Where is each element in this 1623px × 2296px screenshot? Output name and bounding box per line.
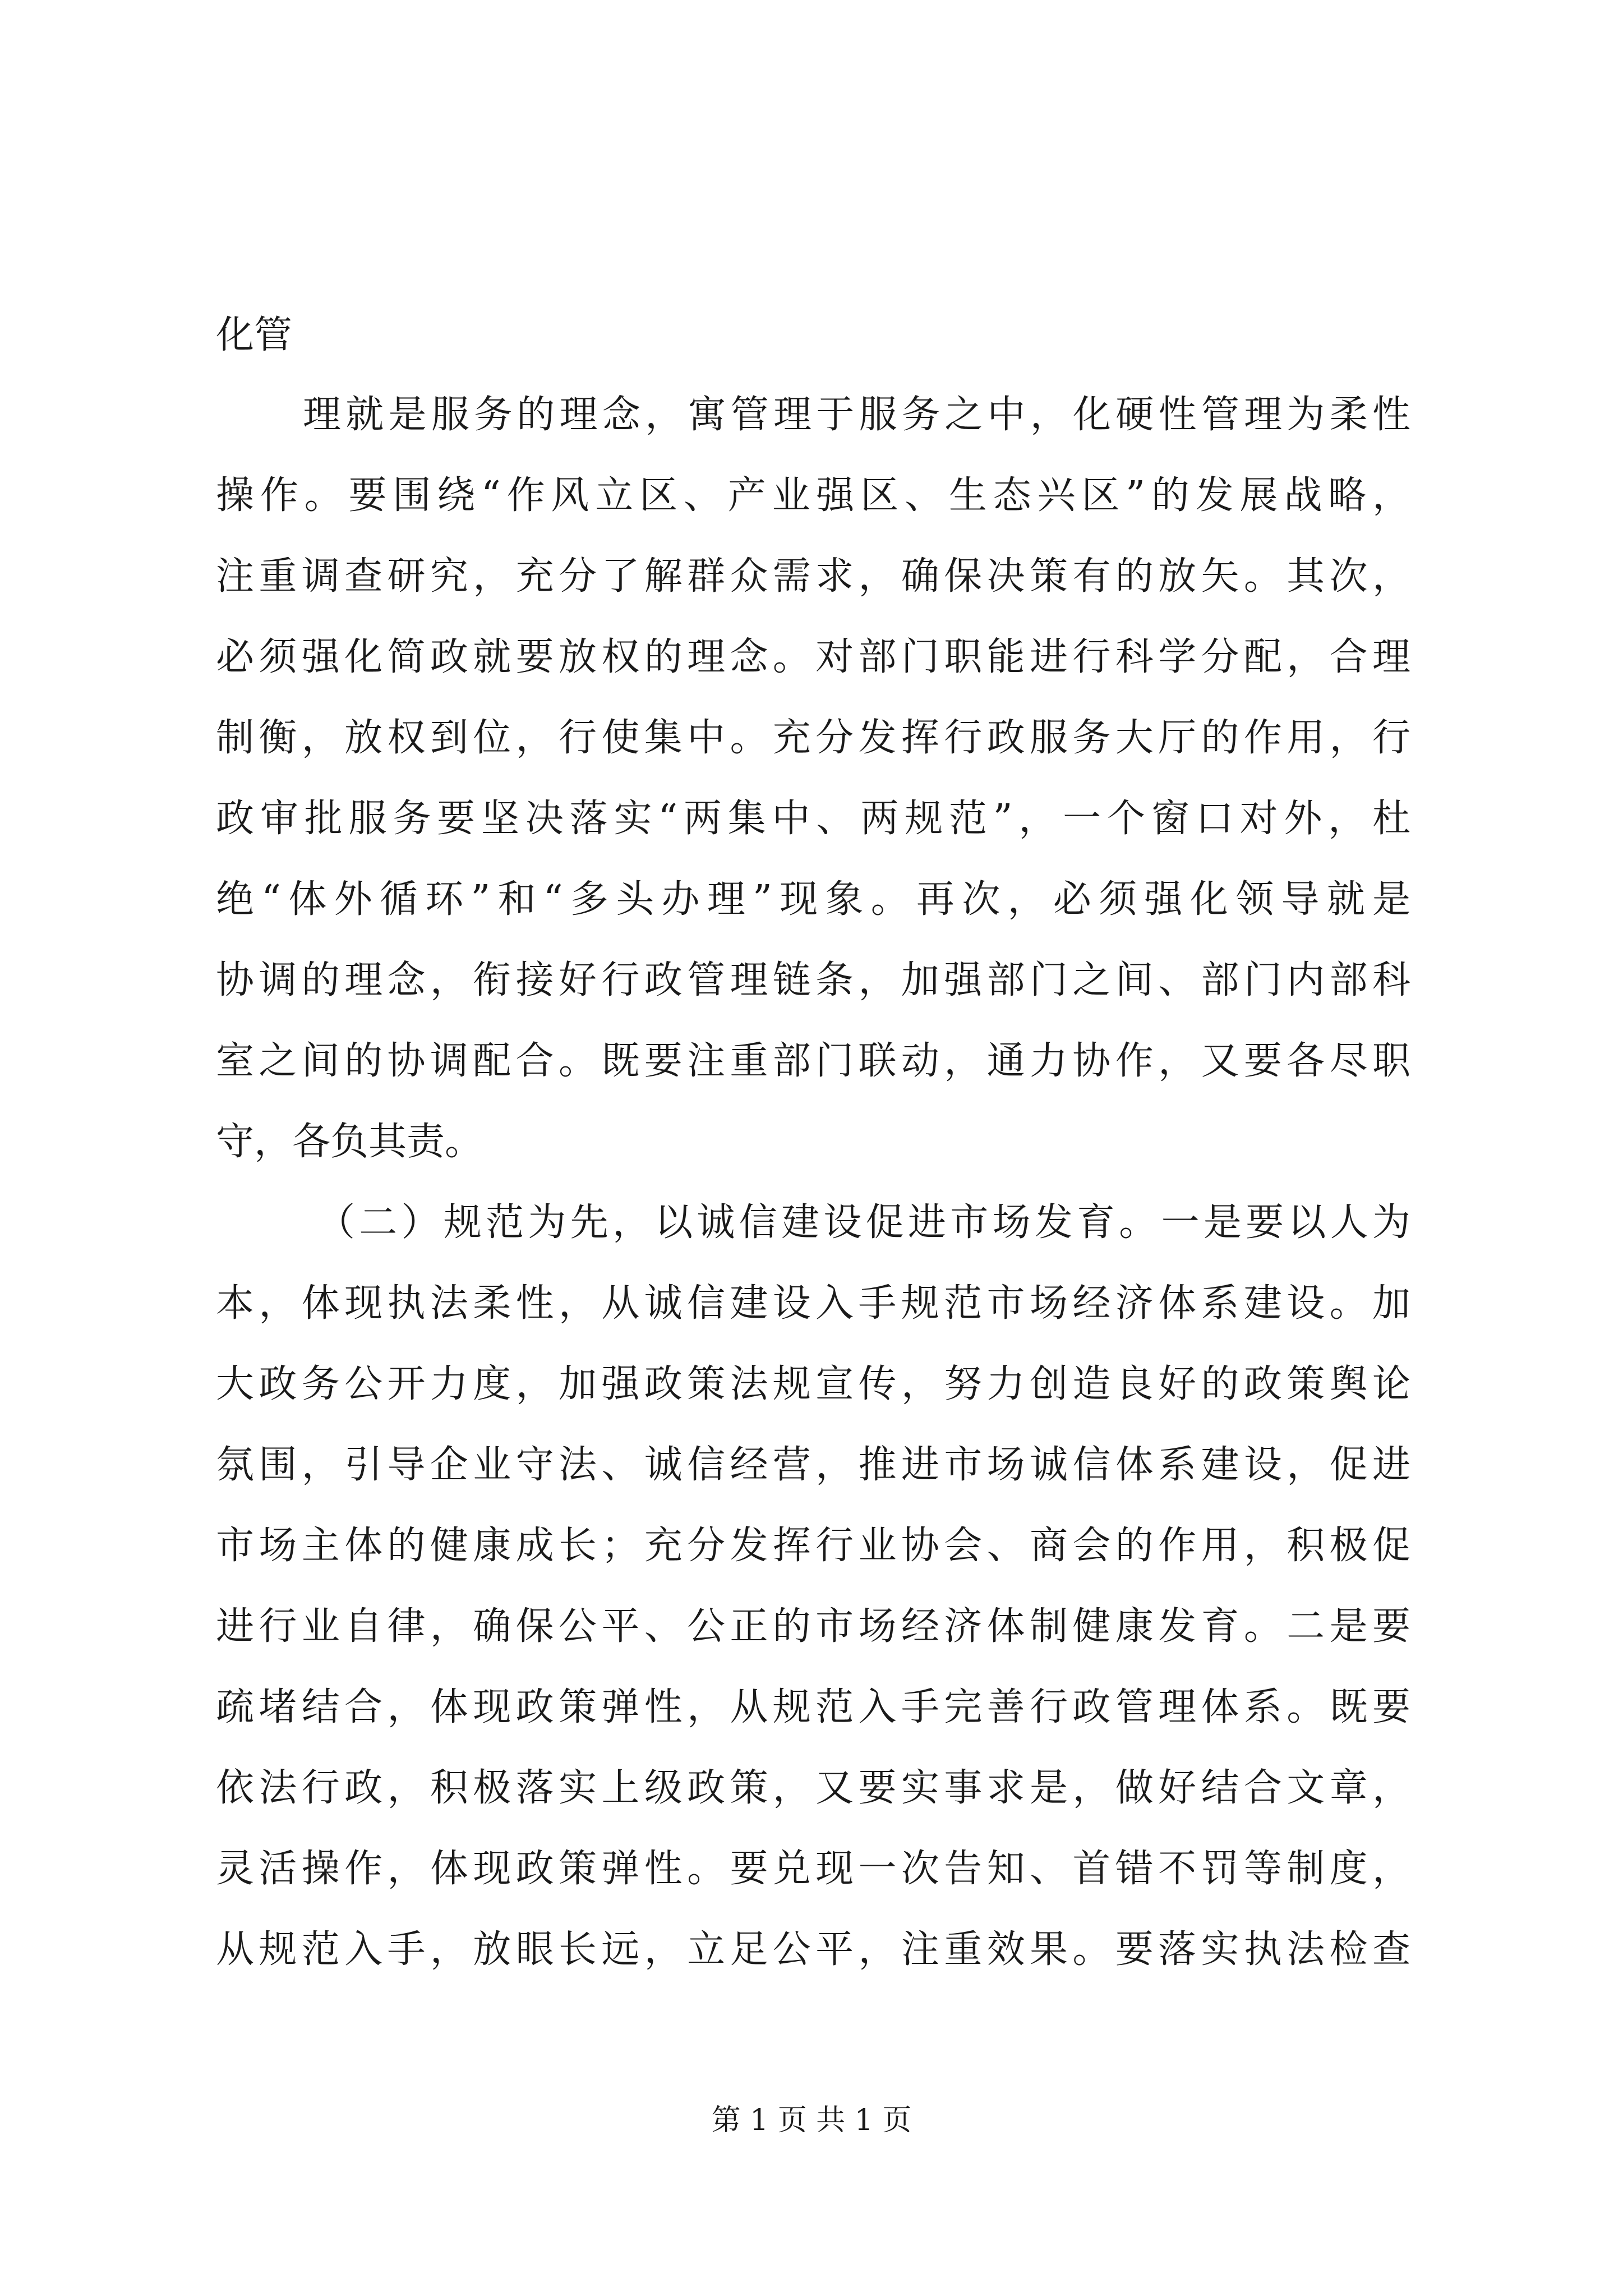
text-line: 市场主体的健康成长；充分发挥行业协会、商会的作用，积极促 [216, 1524, 1410, 1568]
text-line: 制衡，放权到位，行使集中。充分发挥行政服务大厅的作用，行 [216, 716, 1410, 760]
text-line: 灵活操作，体现政策弹性。要兑现一次告知、首错不罚等制度， [216, 1847, 1410, 1891]
text-line: 必须强化简政就要放权的理念。对部门职能进行科学分配，合理 [216, 635, 1410, 679]
text-line: 守，各负其责。 [216, 1120, 483, 1164]
text-line: 化管 [216, 313, 293, 357]
text-line: 从规范入手，放眼长远，立足公平，注重效果。要落实执法检查 [216, 1927, 1410, 1972]
text-line: 理就是服务的理念，寓管理于服务之中，化硬性管理为柔性 [303, 393, 1410, 437]
text-line: 政审批服务要坚决落实“两集中、两规范”，一个窗口对外，杜 [216, 797, 1410, 841]
page-number-footer: 第 1 页 共 1 页 [711, 2104, 912, 2137]
text-line: 注重调查研究，充分了解群众需求，确保决策有的放矢。其次， [216, 554, 1410, 599]
text-line: 协调的理念，衔接好行政管理链条，加强部门之间、部门内部科 [216, 958, 1410, 1002]
text-line: 疏堵结合，体现政策弹性，从规范入手完善行政管理体系。既要 [216, 1685, 1410, 1729]
text-line: 进行业自律，确保公平、公正的市场经济体制健康发育。二是要 [216, 1604, 1410, 1649]
text-line: 氛围，引导企业守法、诚信经营，推进市场诚信体系建设，促进 [216, 1443, 1410, 1487]
text-line: 本，体现执法柔性，从诚信建设入手规范市场经济体系建设。加 [216, 1281, 1410, 1326]
text-line: 依法行政，积极落实上级政策，又要实事求是，做好结合文章， [216, 1766, 1410, 1810]
text-line: 室之间的协调配合。既要注重部门联动，通力协作，又要各尽职 [216, 1039, 1410, 1083]
text-line: 大政务公开力度，加强政策法规宣传，努力创造良好的政策舆论 [216, 1362, 1410, 1406]
text-line: （二）规范为先，以诚信建设促进市场发育。一是要以人为 [317, 1200, 1410, 1245]
text-line: 绝“体外循环”和“多头办理”现象。再次，必须强化领导就是 [216, 877, 1410, 922]
text-line: 操作。要围绕“作风立区、产业强区、生态兴区”的发展战略， [216, 473, 1410, 518]
